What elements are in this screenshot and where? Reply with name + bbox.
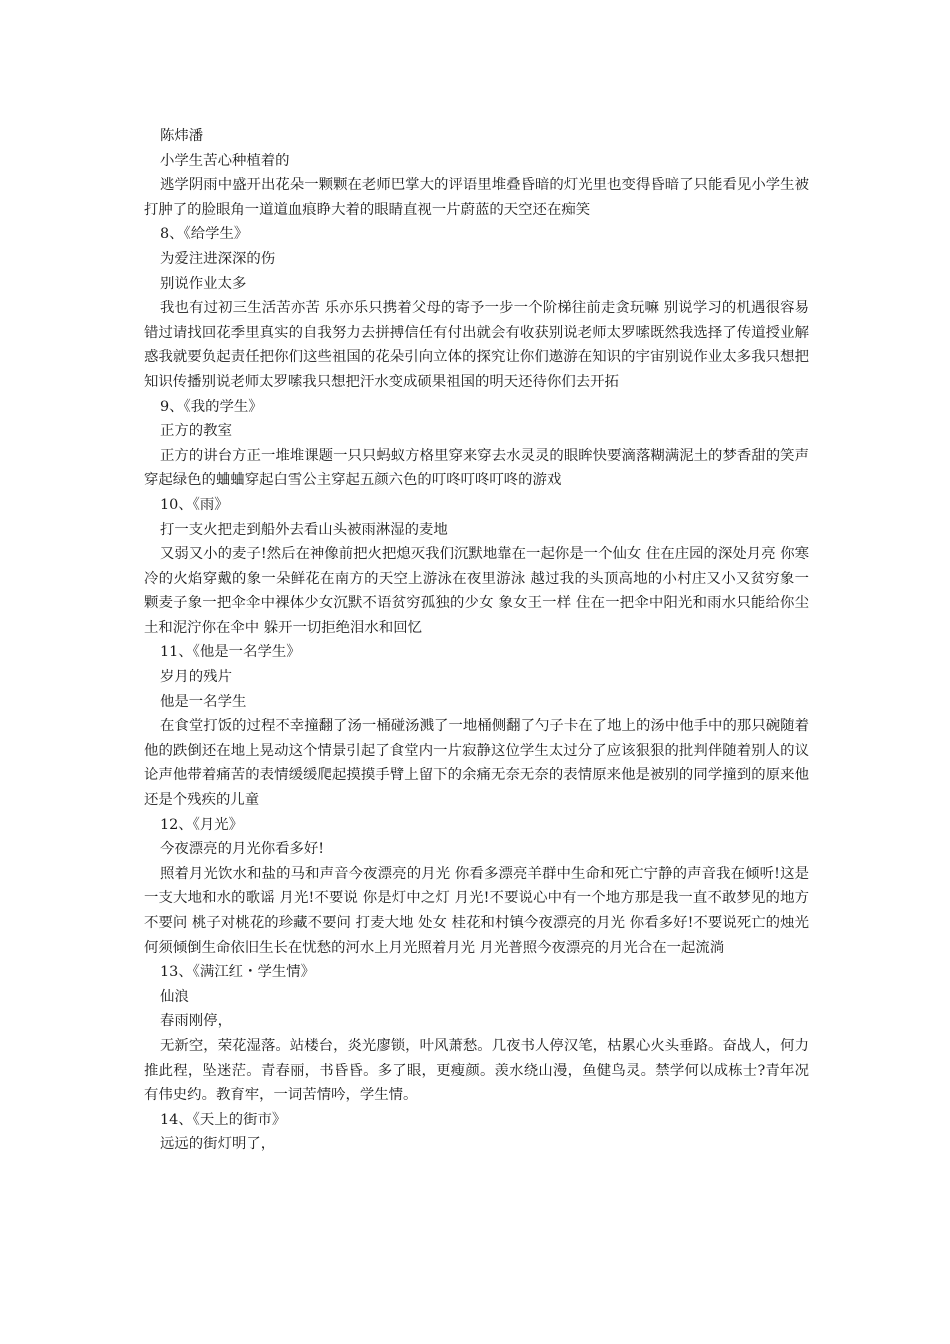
author-name: 陈炜潘 (160, 128, 204, 144)
poem-line: 春雨刚停， (160, 1013, 232, 1030)
poem-heading: 12、《月光》 (160, 816, 244, 833)
poem-heading: 13、《满江红・学生情》 (160, 964, 316, 981)
poem-line: 打一支火把走到船外去看山头被雨淋湿的麦地 (160, 521, 448, 538)
poem-heading: 9、《我的学生》 (160, 398, 263, 415)
poem-line: 正方的教室 (160, 423, 232, 440)
poem-paragraph: 在食堂打饭的过程不幸撞翻了汤一桶碰汤溅了一地桶侧翻了勺子卡在了地上的汤中他手中的那只碗随着他的跌倒还在地上晃动这个情景引起了食堂内一片寂静这位学生太过分了应该狠狠的批判伴随着别人的议论声他带着痛苦的表情缓缓爬起摸摸手臂上留下的余痛无奈无奈的表情原来他是被别的同学撞到的原来他还是个残疾的儿童 (144, 718, 809, 809)
poem-line: 别说作业太多 (160, 275, 247, 292)
poem-line: 远远的街灯明了， (160, 1136, 276, 1153)
poem-paragraph: 又弱又小的麦子!然后在神像前把火把熄灭我们沉默地靠在一起你是一个仙女 住在庄园的深处月亮 你寒冷的火焰穿戴的象一朵鲜花在南方的天空上游泳在夜里游泳 越过我的头顶高地的小村庄又小又贫穷象一颗麦子象一把伞伞中裸体少女沉默不语贫穷孤独的少女 象女王一样 住在一把伞中阳光和雨水只能给你尘土和泥泞你在伞中 躲开一切拒绝泪水和回忆 (144, 546, 809, 636)
poem-heading: 8、《给学生》 (160, 226, 249, 243)
poem-paragraph: 我也有过初三生活苦亦苦 乐亦乐只携着父母的寄予一步一个阶梯往前走贪玩嘛 别说学习的机遇很容易错过请找回花季里真实的自我努力去拼搏信任有付出就会有收获别说老师太罗嗦既然我选择了传道授业解惑我就要负起责任把你们这些祖国的花朵引向立体的探究让你们遨游在知识的宇宙别说作业太多我只想把知识传播别说老师太罗嗦我只想把汗水变成硕果祖国的明天还待你们去开拓 (144, 300, 809, 390)
poem-paragraph: 正方的讲台方正一堆堆课题一只只蚂蚁方格里穿来穿去水灵灵的眼眸快要滴落糊满泥土的梦香甜的笑声穿起绿色的蛐蛐穿起白雪公主穿起五颜六色的叮咚叮咚叮咚的游戏 (144, 447, 809, 489)
poem-line: 为爱注进深深的伤 (160, 250, 276, 267)
poem-line: 他是一名学生 (160, 693, 247, 710)
poem-line: 今夜漂亮的月光你看多好! (160, 841, 325, 858)
poem-paragraph: 逃学阴雨中盛开出花朵一颗颗在老师巴掌大的评语里堆叠昏暗的灯光里也变得昏暗了只能看见小学生被打肿了的脸眼角一道道血痕睁大着的眼睛直视一片蔚蓝的天空还在痴笑 (144, 177, 809, 218)
poem-heading: 14、《天上的街市》 (160, 1111, 287, 1128)
poem-line: 岁月的残片 (160, 669, 232, 686)
poem-line: 小学生苦心种植着的 (160, 152, 290, 169)
poem-paragraph: 无新空，荣花湿落。站楼台，炎光廖锁，叶风萧愁。几夜书人停汉笔，枯累心火头垂路。奋战人，何力推此程，坠迷茫。青春丽，书昏昏。多了眼，更瘦颜。羡水绕山漫，鱼健鸟灵。禁学何以成栋士?青年况有伟史约。教育牢，一词苦情吟，学生情。 (144, 1037, 809, 1104)
document-body (144, 124, 809, 1157)
poem-paragraph: 照着月光饮水和盐的马和声音今夜漂亮的月光 你看多漂亮羊群中生命和死亡宁静的声音我在倾听!这是一支大地和水的歌谣 月光!不要说 你是灯中之灯 月光!不要说心中有一个地方那是我一直不敢梦见的地方不要问 桃子对桃花的珍藏不要问 打麦大地 处女 桂花和村镇今夜漂亮的月光 你看多好!不要说死亡的烛光何须倾倒生命依旧生长在忧愁的河水上月光照着月光 月光普照今夜漂亮的月光合在一起流淌 (144, 865, 809, 956)
poem-heading: 11、《他是一名学生》 (160, 644, 301, 661)
poem-line: 仙浪 (160, 988, 189, 1005)
poem-heading: 10、《雨》 (160, 496, 229, 513)
